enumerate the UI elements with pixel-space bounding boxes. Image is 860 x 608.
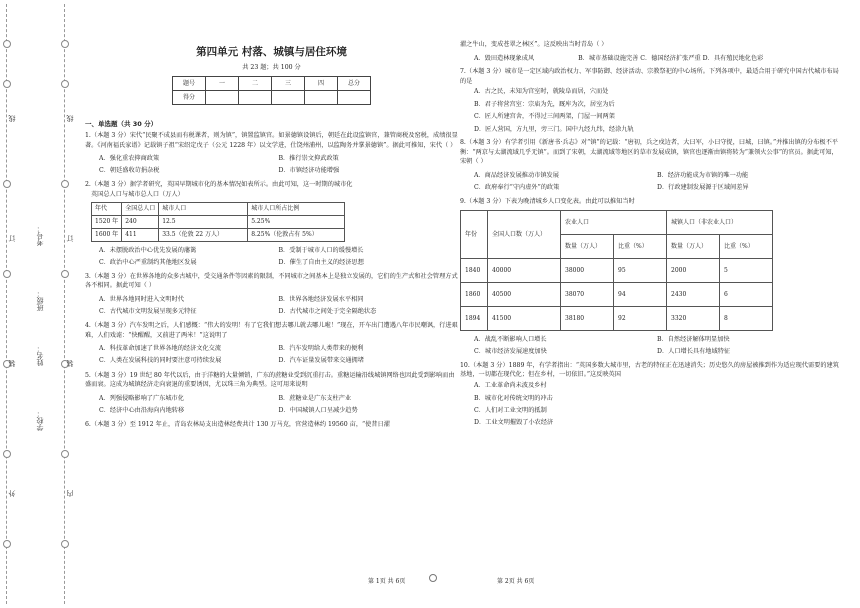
score-cell[interactable] <box>206 90 239 104</box>
option-a[interactable]: A．毁田造林现象成风 <box>474 54 535 62</box>
table-cell: 33.5（伦敦 22 万人） <box>159 228 248 241</box>
question-6-continued: 濯之牛山，变成苍翠之林区”。这反映出当时青岛（ ） <box>460 41 608 48</box>
question-5: 5.（本题 3 分）19 世纪 80 年代以后，由于洋糖的大量倾销，广东的蔗糖业受到沉重打击。重糖运输沿线城镇网络也因此受到影响而由盛而衰。这成为城镇经济走向衰退的重要诱因，尤以珠三角为典型。这可用来说明 <box>85 371 455 389</box>
table-cell: 5.25% <box>248 215 345 228</box>
table-row <box>461 258 773 282</box>
class-label: 班级： <box>36 290 44 311</box>
option-d[interactable]: D．人口增长具有地域特征 <box>657 347 731 355</box>
table-cell: 94 <box>614 282 667 306</box>
score-cell[interactable] <box>338 90 371 104</box>
table-row <box>461 306 773 330</box>
table-cell: 38180 <box>561 306 614 330</box>
table-cell: 40500 <box>488 282 561 306</box>
margin-circle <box>3 180 11 188</box>
option-a[interactable]: A．工业革命尚未波及乡村 <box>474 382 547 390</box>
margin-label-xian-inner: 线 <box>66 115 74 122</box>
margin-label-nei: 内 <box>66 490 74 497</box>
table-cell: 1894 <box>461 306 488 330</box>
score-cell: 得分 <box>173 90 206 104</box>
table-caption: 英国总人口与城市总人口（万人） <box>91 190 184 198</box>
table-cell: 1840 <box>461 258 488 282</box>
outer-cut-line <box>6 4 7 604</box>
inner-cut-line <box>64 4 65 604</box>
question-10: 10.（本题 3 分）1889 年，有学者指出：“英国多数大城市里，古老的特征正在迅速消失；历史悠久的房屋被推到作为适应现代需要的建筑基地，一切都在现代化；但在乡村，一切依旧。”这反映英国 <box>460 361 839 379</box>
table-cell: 40000 <box>488 258 561 282</box>
margin-circle <box>3 270 11 278</box>
table-header: 城市人口 <box>159 202 248 215</box>
table-header: 比重（%） <box>614 234 667 258</box>
option-a[interactable]: A．科技革命加速了世界各地的经济文化交流 <box>99 345 222 353</box>
question-5-options <box>85 393 458 417</box>
question-8: 8.（本题 3 分）有学者引用《新唐书·兵志》对“镇”的记载：“唐初，兵之戍边者，大曰军，小曰守捉，曰城，曰镇。”并推出镇的分布极不平衡：“两京与太湖流域几乎无镇”。而到了宋朝，太湖流域等地区的草市发展成镇，镇官也逐渐由镇将转为“兼领火公事”的官员。据此可知，宋朝（ ） <box>460 139 838 166</box>
margin-label-zhuang: 装 <box>8 360 16 367</box>
page-number-right: 第 2页 共 6页 <box>497 578 535 585</box>
page-title: 第四单元 村落、城镇与居住环境 <box>196 46 347 58</box>
question-4-options <box>85 343 458 367</box>
table-cell: 240 <box>122 215 159 228</box>
table-cell: 1520 年 <box>92 215 122 228</box>
margin-circle <box>61 80 69 88</box>
option-b[interactable]: B．自然经济解体明显加快 <box>657 335 730 343</box>
table-header: 全国总人口 <box>122 202 159 215</box>
option-b[interactable]: B．君子将营宫室：宗庙为先，厩库为次，居室为后 <box>474 100 615 108</box>
option-d[interactable]: D．催生了自由主义的经济思想 <box>278 258 364 266</box>
school-label: 学校： <box>36 410 44 431</box>
table-cell: 92 <box>614 306 667 330</box>
option-a[interactable]: A．古之民，未知为宫室时，就陵阜而居，穴而处 <box>474 88 609 96</box>
table-cell: 1600 年 <box>92 228 122 241</box>
margin-circle <box>3 540 11 548</box>
score-cell[interactable] <box>305 90 338 104</box>
question-3-options <box>85 294 458 318</box>
page-number-left: 第 1页 共 6页 <box>368 578 406 585</box>
table-cell: 2430 <box>667 282 720 306</box>
margin-circle <box>61 180 69 188</box>
table-header: 年代 <box>92 202 122 215</box>
option-d[interactable]: D．工业文明摧毁了小农经济 <box>474 419 554 427</box>
margin-circle <box>3 450 11 458</box>
table-cell: 38000 <box>561 258 614 282</box>
population-change-table <box>460 210 773 331</box>
option-b[interactable]: B．城市基础设施完善 C．德国经济扩张严重 D．具有殖民地化色彩 <box>578 54 764 62</box>
margin-circle <box>61 450 69 458</box>
margin-label-zhuang-inner: 装 <box>66 360 74 367</box>
option-c[interactable]: C．政府奉行“守内虚外”的政策 <box>474 183 560 191</box>
option-c[interactable]: C．经济中心由沿海向内地转移 <box>99 406 185 414</box>
margin-circle <box>61 270 69 278</box>
option-c[interactable]: C．政治中心严重制约其他地区发展 <box>99 258 197 266</box>
option-c[interactable]: C．古代城市文明发展呈现多元特征 <box>99 308 197 316</box>
question-6: 6.（本题 3 分）至 1912 年止，青岛农林局支出造林经费共计 130 万马克，官营造林约 19560 亩，“使昔日濯 <box>85 420 390 428</box>
score-cell: 三 <box>272 76 305 90</box>
margin-label-ding: 订 <box>8 235 16 242</box>
margin-circle <box>61 540 69 548</box>
score-cell: 二 <box>239 76 272 90</box>
option-b[interactable]: B．世界各地经济发展水平相同 <box>278 295 364 303</box>
table-cell: 12.5 <box>159 215 248 228</box>
table-header: 年份 <box>461 210 488 258</box>
table-cell: 2000 <box>667 258 720 282</box>
score-table <box>172 76 371 105</box>
score-cell: 四 <box>305 76 338 90</box>
option-b[interactable]: B．经济功能成为市镇的唯一功能 <box>657 171 749 179</box>
option-b[interactable]: B．蔗糖业是广东支柱产业 <box>278 394 352 402</box>
option-a[interactable]: A．未摆脱政治中心优先发展的藩篱 <box>99 246 197 254</box>
question-9-options <box>460 334 840 358</box>
table-header: 数量（万人） <box>561 234 614 258</box>
option-b[interactable]: B．城市化对传统文明的冲击 <box>474 394 553 402</box>
option-d[interactable]: D．中国城镇人口呈减少趋势 <box>278 406 358 414</box>
score-cell: 一 <box>206 76 239 90</box>
table-cell: 6 <box>720 282 773 306</box>
england-population-table <box>91 202 345 242</box>
option-b[interactable]: B．受制于城市人口的缓慢增长 <box>278 246 364 254</box>
question-10-options <box>460 380 840 430</box>
table-row <box>92 215 345 228</box>
margin-label-wai: 外 <box>8 490 16 497</box>
margin-circle <box>3 80 11 88</box>
question-7: 7.（本题 3 分）城市是一定区域内政治权力、军事防御、经济活动、宗教祭祀的中心场所。下列各项中，最适合用于研究中国古代城市布局的是 <box>460 68 839 85</box>
exam-number-label: 考号： <box>36 225 44 246</box>
option-c[interactable]: C．城市经济发展速度加快 <box>474 347 547 355</box>
option-d[interactable]: D．匠人营国，方九里，旁三门。国中九经九纬，经涂九轨 <box>474 125 634 133</box>
option-b[interactable]: B．汽车发明给人类带来的便利 <box>278 345 364 353</box>
option-a[interactable]: A．战乱不断影响人口增长 <box>474 335 547 343</box>
question-2: 2.（本题 3 分）据学者研究，英国早期城市化的基本情况如表所示。由此可知，这一时期的城市化 <box>85 181 353 189</box>
question-7-options <box>460 86 840 136</box>
table-cell: 411 <box>122 228 159 241</box>
table-cell: 8.25%（伦敦占有 5%） <box>248 228 345 241</box>
option-c[interactable]: C．匠人所建宫舍，不得过三间两架，门屋一间两架 <box>474 113 615 121</box>
page-subtitle: 共 23 题；共 100 分 <box>242 64 301 72</box>
question-6-options <box>460 54 840 64</box>
option-d[interactable]: D．市镇经济功能增强 <box>278 167 340 175</box>
right-page <box>460 40 840 430</box>
name-label: 姓名： <box>36 345 44 366</box>
table-cell: 3320 <box>667 306 720 330</box>
option-d[interactable]: D．汽车证量发展带来交通拥堵 <box>278 357 364 365</box>
table-cell: 95 <box>614 258 667 282</box>
option-d[interactable]: D．古代城市之间处于完全隔绝状态 <box>278 308 377 316</box>
left-page <box>85 38 458 430</box>
question-3: 3.（本题 3 分）在世界各地的众多古城中，受交通条件等因素的限制，不同城市之间基本上是独立发展的，它们的生产式和社会管理方式各不相同。据此可知（ ） <box>85 272 458 290</box>
option-b[interactable]: B．推行崇文抑武政策 <box>278 155 339 163</box>
table-row <box>461 282 773 306</box>
table-cell: 1860 <box>461 282 488 306</box>
table-header: 农业人口 <box>561 210 667 234</box>
margin-circle <box>3 40 11 48</box>
table-header: 城市人口所占比例 <box>248 202 345 215</box>
score-cell[interactable] <box>272 90 305 104</box>
table-header: 比重（%） <box>720 234 773 258</box>
binding-margin <box>0 0 80 608</box>
table-header: 全国人口数（万人） <box>488 210 561 258</box>
margin-label-ding-inner: 订 <box>66 235 74 242</box>
question-4: 4.（本题 3 分）汽车发明之后，人们感慨：“伟大的发明！有了它我们想去哪儿就去哪儿啦！”现在，开车出门遭遇八年市民嘲讽，行进艰难，人们戏谑：“快醒醒，又前进了两米！”这说明了 <box>85 322 458 339</box>
table-cell: 38070 <box>561 282 614 306</box>
score-cell[interactable] <box>239 90 272 104</box>
score-cell: 总分 <box>338 76 371 90</box>
option-a[interactable]: A．列强侵略影响了广东城市化 <box>99 394 184 402</box>
table-cell: 41500 <box>488 306 561 330</box>
option-c[interactable]: C．人们对工业文明的抵制 <box>474 406 547 414</box>
option-a[interactable]: A．世界各地同时进入文明时代 <box>99 295 184 303</box>
margin-label-xian: 线 <box>8 115 16 122</box>
option-c[interactable]: C．人类在发展科技的同时要注意可持续发展 <box>99 357 222 365</box>
score-cell: 题号 <box>173 76 206 90</box>
question-9: 9.（本题 3 分）下表为晚清城乡人口变化表。由此可以推知当时 <box>460 198 635 206</box>
table-header: 数量（万人） <box>667 234 720 258</box>
question-1: 1.（本题 3 分）宋代“民聚不成县而有税课者，则为镇”，镇置监镇官。如景德镇设镇后，朝廷在此设监镇官，兼管商税及窑税，成绩很显著。《河南福氏家谱》记载镇子祖“宋绍定戊子（公元 1228 年）以文学进，仕饶州浦州，以监陶务并掌景德镇”。据此可推知，宋代（ ） <box>85 131 458 149</box>
option-d[interactable]: D．行政建制发展源于区域间差异 <box>657 183 749 191</box>
option-c[interactable]: C．朝廷盛收苛捐杂税 <box>99 167 160 175</box>
table-header: 城镇人口（非农业人口） <box>667 210 773 234</box>
option-a[interactable]: A．商品经济发展推动市镇发展 <box>474 171 559 179</box>
section-heading: 一、单选题（共 30 分） <box>85 119 158 128</box>
option-a[interactable]: A．强化重农抑商政策 <box>99 155 160 163</box>
page-separator-icon <box>429 574 437 582</box>
table-cell: 5 <box>720 258 773 282</box>
question-8-options <box>460 170 840 194</box>
question-2-options <box>85 245 458 269</box>
question-1-options <box>85 153 458 177</box>
margin-circle <box>61 40 69 48</box>
table-cell: 8 <box>720 306 773 330</box>
table-row <box>92 228 345 241</box>
